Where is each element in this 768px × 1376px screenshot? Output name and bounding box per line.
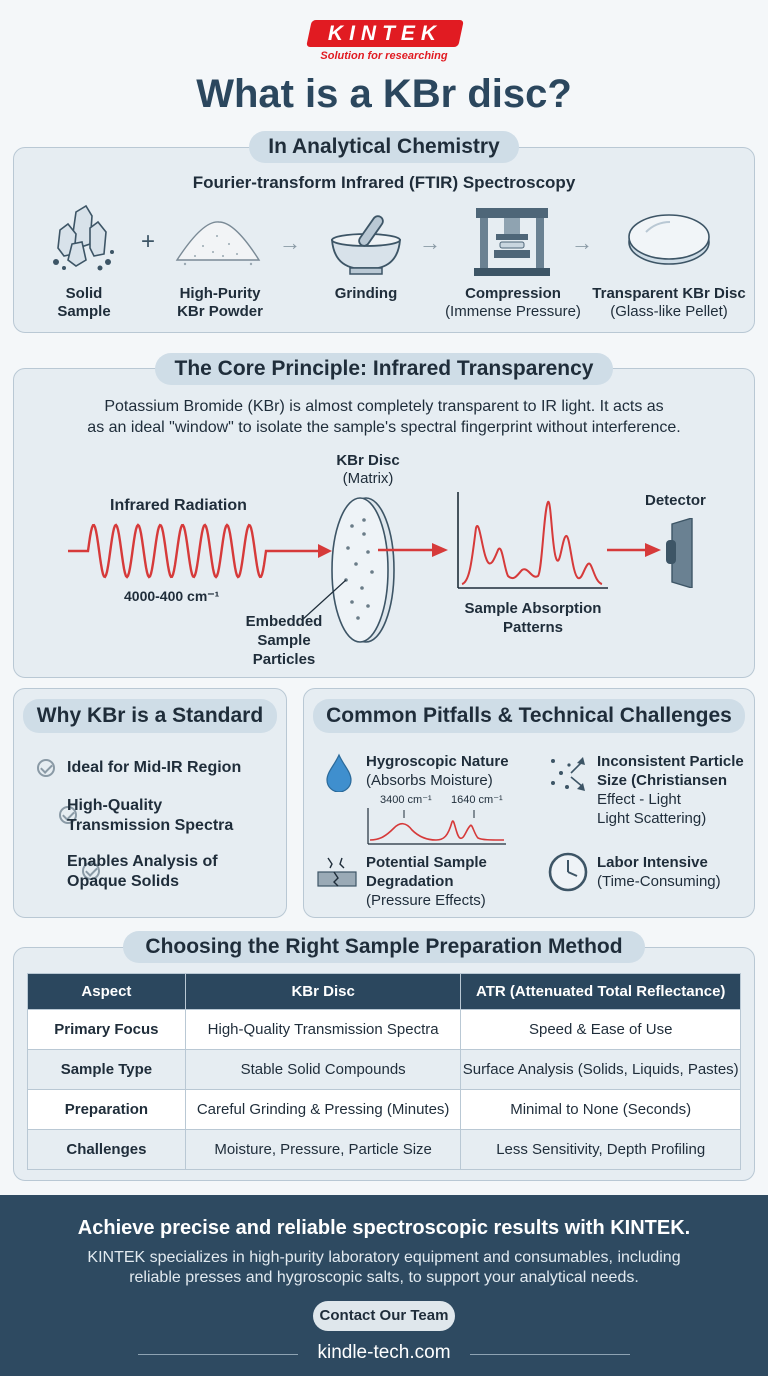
particle-size-line: Inconsistent Particle xyxy=(597,753,744,770)
degradation-title-line: Potential Sample xyxy=(366,854,487,871)
transmitted-beam-arrow xyxy=(376,538,450,562)
ftir-subtitle: Fourier-transform Infrared (FTIR) Spectroscopy xyxy=(192,173,576,192)
disc-icon xyxy=(626,210,712,268)
arrow-icon: → xyxy=(419,230,441,255)
footer-divider xyxy=(470,1354,630,1355)
absorption-patterns-label xyxy=(450,599,616,637)
step-label-line: (Glass-like Pellet) xyxy=(610,303,728,320)
table-cell: Stable Solid Compounds xyxy=(185,1050,461,1090)
section-pill-core-principle: The Core Principle: Infrared Transparency xyxy=(155,353,613,385)
detector-icon xyxy=(662,518,698,588)
arrow-icon: → xyxy=(279,230,301,255)
step-label-kbr-disc xyxy=(588,285,750,321)
table-row xyxy=(28,1010,741,1050)
step-label-line: Solid xyxy=(65,285,103,302)
degradation-text xyxy=(366,853,487,910)
table-cell: High-Quality Transmission Spectra xyxy=(185,1010,461,1050)
footer-body-line: reliable presses and hygroscopic salts, to support your analytical needs. xyxy=(129,1269,639,1286)
absorption-label-line: Patterns xyxy=(502,619,564,636)
particles-label-line: Particles xyxy=(252,651,316,668)
section-pill-analytical-chemistry: In Analytical Chemistry xyxy=(249,131,519,163)
table-cell: Less Sensitivity, Depth Profiling xyxy=(461,1130,741,1170)
table-cell: Preparation xyxy=(28,1090,186,1130)
particle-size-line: Light Scattering) xyxy=(597,810,707,827)
labor-title: Labor Intensive xyxy=(597,854,708,871)
footer-headline: Achieve precise and reliable spectroscopic results with KINTEK. xyxy=(77,1217,691,1239)
mortar-pestle-icon xyxy=(326,210,406,276)
press-icon xyxy=(472,206,552,276)
powder-icon xyxy=(173,216,263,268)
labor-sub: (Time-Consuming) xyxy=(597,873,721,890)
why-kbr-line: Opaque Solids xyxy=(67,873,180,890)
ir-radiation-label: Infrared Radiation xyxy=(110,497,247,514)
section-pill-pitfalls: Common Pitfalls & Technical Challenges xyxy=(313,699,745,733)
particle-size-text xyxy=(597,752,744,828)
labor-text xyxy=(597,853,721,891)
step-label-line: Transparent KBr Disc xyxy=(592,285,746,302)
kbr-disc-title: KBr Disc xyxy=(336,452,400,469)
particle-size-bold: Size (Christiansen xyxy=(597,772,728,789)
core-principle-line: as an ideal "window" to isolate the sample's spectral fingerprint without interference. xyxy=(87,419,681,436)
section-pill-why-kbr: Why KBr is a Standard xyxy=(23,699,277,733)
table-row xyxy=(28,1130,741,1170)
kbr-disc-sub: (Matrix) xyxy=(342,470,394,487)
hygroscopic-title: Hygroscopic Nature xyxy=(366,753,509,770)
step-label-line: Compression xyxy=(465,285,561,302)
step-label-line: Grinding xyxy=(334,285,398,302)
hygroscopic-sub: (Absorbs Moisture) xyxy=(366,772,493,789)
table-header-cell: ATR (Attenuated Total Reflectance) xyxy=(461,974,741,1010)
brand-logo-text: KINTEK xyxy=(327,22,443,45)
kbr-disc-diagram xyxy=(328,490,398,650)
step-label-compression xyxy=(438,285,588,321)
step-label-line: High-Purity xyxy=(179,285,261,302)
step-label-solid-sample xyxy=(34,285,134,321)
table-cell: Primary Focus xyxy=(28,1010,186,1050)
table-row xyxy=(28,1050,741,1090)
brand-tagline: Solution for researching xyxy=(320,50,448,62)
footer-body xyxy=(0,1248,768,1288)
crystals-icon xyxy=(46,204,122,274)
particle-size-line: Effect - Light xyxy=(597,791,681,808)
table-cell: Sample Type xyxy=(28,1050,186,1090)
why-kbr-line: Transmission Spectra xyxy=(67,817,234,834)
scattering-particles-icon xyxy=(547,753,587,793)
contact-our-team-button[interactable]: Contact Our Team xyxy=(313,1301,455,1331)
why-kbr-line: Ideal for Mid-IR Region xyxy=(67,759,242,776)
embedded-particles-label xyxy=(236,612,332,669)
peak-label-3400: 3400 cm⁻¹ xyxy=(380,794,432,806)
step-label-line: (Immense Pressure) xyxy=(445,303,581,320)
table-cell: Speed & Ease of Use xyxy=(461,1010,741,1050)
step-label-line: Sample xyxy=(57,303,111,320)
table-cell: Careful Grinding & Pressing (Minutes) xyxy=(185,1090,461,1130)
why-kbr-item xyxy=(67,759,241,777)
table-cell: Minimal to None (Seconds) xyxy=(461,1090,741,1130)
hygroscopic-text xyxy=(366,752,509,790)
footer-body-line: KINTEK specializes in high-purity laboratory equipment and consumables, including xyxy=(87,1249,681,1266)
absorption-spectrum-diagram xyxy=(452,488,612,592)
core-principle-text xyxy=(13,396,755,438)
degradation-sub: (Pressure Effects) xyxy=(366,892,486,909)
cracked-sample-icon xyxy=(316,856,358,892)
step-label-line: KBr Powder xyxy=(177,303,263,320)
moisture-spectrum-diagram xyxy=(366,806,508,846)
why-kbr-item xyxy=(67,796,233,836)
website-link[interactable]: kindle-tech.com xyxy=(317,1342,451,1363)
step-label-grinding xyxy=(316,285,416,303)
peak-label-1640: 1640 cm⁻¹ xyxy=(451,794,503,806)
particles-label-line: Sample xyxy=(257,632,311,649)
table-header-cell: KBr Disc xyxy=(185,974,461,1010)
table-cell: Challenges xyxy=(28,1130,186,1170)
step-label-kbr-powder xyxy=(160,285,280,321)
arrow-icon: → xyxy=(571,230,593,255)
footer-divider xyxy=(138,1354,298,1355)
table-row xyxy=(28,1090,741,1130)
table-cell: Surface Analysis (Solids, Liquids, Pastes) xyxy=(461,1050,741,1090)
page-title: What is a KBr disc? xyxy=(196,72,572,116)
particle-size-line xyxy=(597,771,744,790)
ir-range-label: 4000-400 cm⁻¹ xyxy=(124,588,220,604)
absorption-label-line: Sample Absorption xyxy=(464,600,602,617)
section-pill-preparation-method: Choosing the Right Sample Preparation Method xyxy=(123,931,645,963)
table-cell: Moisture, Pressure, Particle Size xyxy=(185,1130,461,1170)
why-kbr-line: Enables Analysis of xyxy=(67,853,218,870)
why-kbr-line: High-Quality xyxy=(67,797,163,814)
detector-label: Detector xyxy=(645,492,706,509)
particles-label-line: Embedded xyxy=(245,613,323,630)
comparison-table xyxy=(27,973,741,1170)
checkmark-icon xyxy=(37,759,55,777)
table-header-cell: Aspect xyxy=(28,974,186,1010)
water-drop-icon xyxy=(322,752,356,792)
kbr-disc-label xyxy=(318,452,418,488)
core-principle-line: Potassium Bromide (KBr) is almost completely transparent to IR light. It acts as xyxy=(104,398,664,415)
detector-beam-arrow xyxy=(605,538,663,562)
table-header-row xyxy=(28,974,741,1010)
plus-sign: + xyxy=(141,228,156,255)
clock-icon xyxy=(547,851,589,893)
why-kbr-item xyxy=(67,852,218,892)
degradation-title-line: Degradation xyxy=(366,873,454,890)
